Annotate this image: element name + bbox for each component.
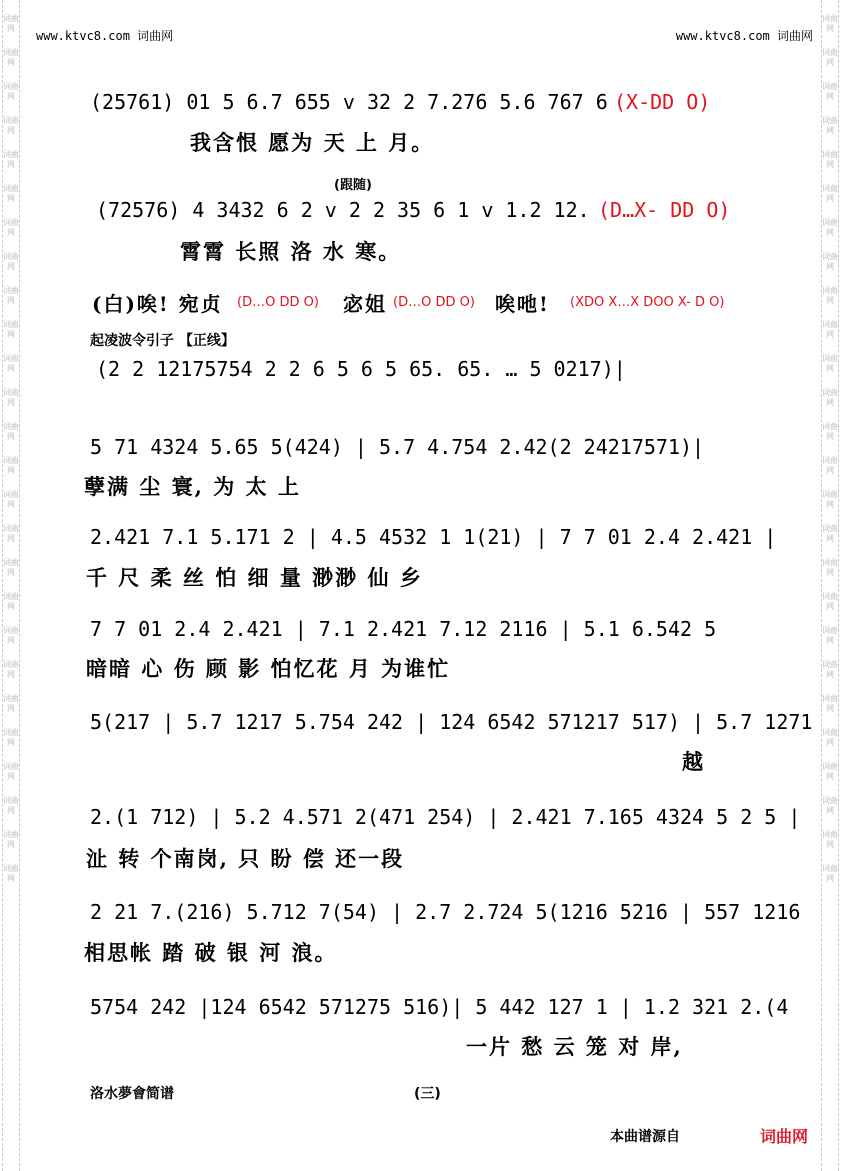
watermark-text: 词曲网: [3, 796, 19, 815]
spoken-line-3: 唉吔!: [495, 292, 550, 316]
lyric-line: 相思帐 踏 破 银 河 浪。: [84, 940, 338, 965]
watermark-text: 词曲网: [3, 286, 19, 305]
watermark-text: 词曲网: [822, 558, 838, 577]
watermark-text: 词曲网: [822, 286, 838, 305]
watermark-text: 词曲网: [822, 82, 838, 101]
percussion-notation: (D…O DD O): [237, 295, 319, 310]
notation-line: (25761) 01 5 6.7 655 v 32 2 7.276 5.6 767 6: [90, 90, 608, 114]
watermark-text: 词曲网: [822, 694, 838, 713]
lyric-line: 越: [682, 749, 705, 774]
notation-line: 5754 242 |124 6542 571275 516)| 5 442 127 1 | 1.2 321 2.(4: [90, 995, 789, 1019]
watermark-text: 词曲网: [3, 320, 19, 339]
watermark-text: 词曲网: [822, 660, 838, 679]
site-url-right[interactable]: www.ktvc8.com 词曲网: [675, 29, 813, 43]
watermark-text: 词曲网: [822, 830, 838, 849]
watermark-text: 词曲网: [3, 14, 19, 33]
watermark-text: 词曲网: [822, 218, 838, 237]
watermark-text: 词曲网: [822, 796, 838, 815]
site-logo[interactable]: 词曲网: [760, 1127, 809, 1146]
watermark-text: 词曲网: [3, 490, 19, 509]
right-watermark-strip: [821, 0, 839, 1171]
watermark-text: 词曲网: [3, 592, 19, 611]
spoken-line-2: 宓姐: [343, 292, 387, 316]
lyric-line: 我含恨 愿为 天 上 月。: [190, 130, 435, 155]
watermark-text: 词曲网: [822, 150, 838, 169]
watermark-text: 词曲网: [3, 150, 19, 169]
watermark-text: 词曲网: [3, 830, 19, 849]
watermark-text: 词曲网: [3, 116, 19, 135]
notation-line: 5 71 4324 5.65 5(424) | 5.7 4.754 2.42(2 24217571)|: [90, 435, 705, 459]
watermark-text: 词曲网: [3, 218, 19, 237]
source-label: 本曲谱源自: [610, 1129, 680, 1145]
percussion-notation: (XDO X…X DOO X- D O): [570, 295, 725, 310]
watermark-text: 词曲网: [3, 354, 19, 373]
percussion-notation: (D…O DD O): [393, 295, 475, 310]
left-watermark-strip: [2, 0, 20, 1171]
lyric-line: 千 尺 柔 丝 怕 细 量 渺渺 仙 乡: [86, 565, 423, 590]
watermark-text: 词曲网: [822, 762, 838, 781]
spoken-line-1: (白)唉! 宛贞: [92, 292, 223, 316]
watermark-text: 词曲网: [822, 48, 838, 67]
notation-line: 5(217 | 5.7 1217 5.754 242 | 124 6542 571217 517) | 5.7 1271: [90, 710, 813, 734]
watermark-text: 词曲网: [822, 728, 838, 747]
score-title: 洛水夢會简谱: [90, 1086, 174, 1102]
lyric-line: 沚 转 个南岗, 只 盼 偿 还一段: [86, 846, 405, 871]
notation-line: 7 7 01 2.4 2.421 | 7.1 2.421 7.12 2116 | 5.1 6.542 5: [90, 617, 717, 641]
watermark-text: 词曲网: [3, 48, 19, 67]
lyric-line: 一片 愁 云 笼 对 岸,: [466, 1034, 683, 1059]
watermark-text: 词曲网: [822, 864, 838, 883]
watermark-text: 词曲网: [3, 82, 19, 101]
notation-line: (2 2 12175754 2 2 6 5 6 5 65. 65. … 5 0217)|: [96, 357, 626, 381]
watermark-text: 词曲网: [822, 388, 838, 407]
notation-line: 2.421 7.1 5.171 2 | 4.5 4532 1 1(21) | 7 7 01 2.4 2.421 |: [90, 525, 777, 549]
percussion-notation: (D…X- DD O): [598, 198, 731, 222]
watermark-text: 词曲网: [3, 524, 19, 543]
site-url-left[interactable]: www.ktvc8.com 词曲网: [36, 29, 174, 43]
watermark-text: 词曲网: [3, 626, 19, 645]
watermark-text: 词曲网: [822, 184, 838, 203]
lyric-line: 暗暗 心 伤 顾 影 怕忆花 月 为谁忙: [86, 656, 451, 681]
watermark-text: 词曲网: [822, 592, 838, 611]
watermark-text: 词曲网: [3, 694, 19, 713]
page-number: (三): [414, 1086, 441, 1102]
watermark-text: 词曲网: [822, 320, 838, 339]
watermark-text: 词曲网: [3, 864, 19, 883]
percussion-notation: (X-DD O): [614, 90, 711, 114]
annotation-follow: (跟随): [334, 178, 372, 193]
watermark-text: 词曲网: [822, 252, 838, 271]
watermark-text: 词曲网: [822, 14, 838, 33]
watermark-text: 词曲网: [3, 388, 19, 407]
section-title: 起凌波令引子 【正线】: [90, 333, 235, 349]
watermark-text: 词曲网: [822, 524, 838, 543]
notation-line: 2.(1 712) | 5.2 4.571 2(471 254) | 2.421 7.165 4324 5 2 5 |: [90, 805, 801, 829]
notation-line: 2 21 7.(216) 5.712 7(54) | 2.7 2.724 5(1216 5216 | 557 1216: [90, 900, 801, 924]
watermark-text: 词曲网: [822, 354, 838, 373]
watermark-text: 词曲网: [822, 490, 838, 509]
lyric-line: 霄霄 长照 洛 水 寒。: [180, 239, 402, 264]
watermark-text: 词曲网: [822, 456, 838, 475]
lyric-line: 孽满 尘 寰, 为 太 上: [84, 474, 301, 499]
watermark-text: 词曲网: [3, 660, 19, 679]
watermark-text: 词曲网: [822, 116, 838, 135]
watermark-text: 词曲网: [3, 252, 19, 271]
watermark-text: 词曲网: [3, 728, 19, 747]
watermark-text: 词曲网: [3, 422, 19, 441]
watermark-text: 词曲网: [3, 762, 19, 781]
watermark-text: 词曲网: [822, 626, 838, 645]
watermark-text: 词曲网: [3, 558, 19, 577]
watermark-text: 词曲网: [3, 456, 19, 475]
watermark-text: 词曲网: [822, 422, 838, 441]
watermark-text: 词曲网: [3, 184, 19, 203]
notation-line: (72576) 4 3432 6 2 v 2 2 35 6 1 v 1.2 12.: [96, 198, 590, 222]
